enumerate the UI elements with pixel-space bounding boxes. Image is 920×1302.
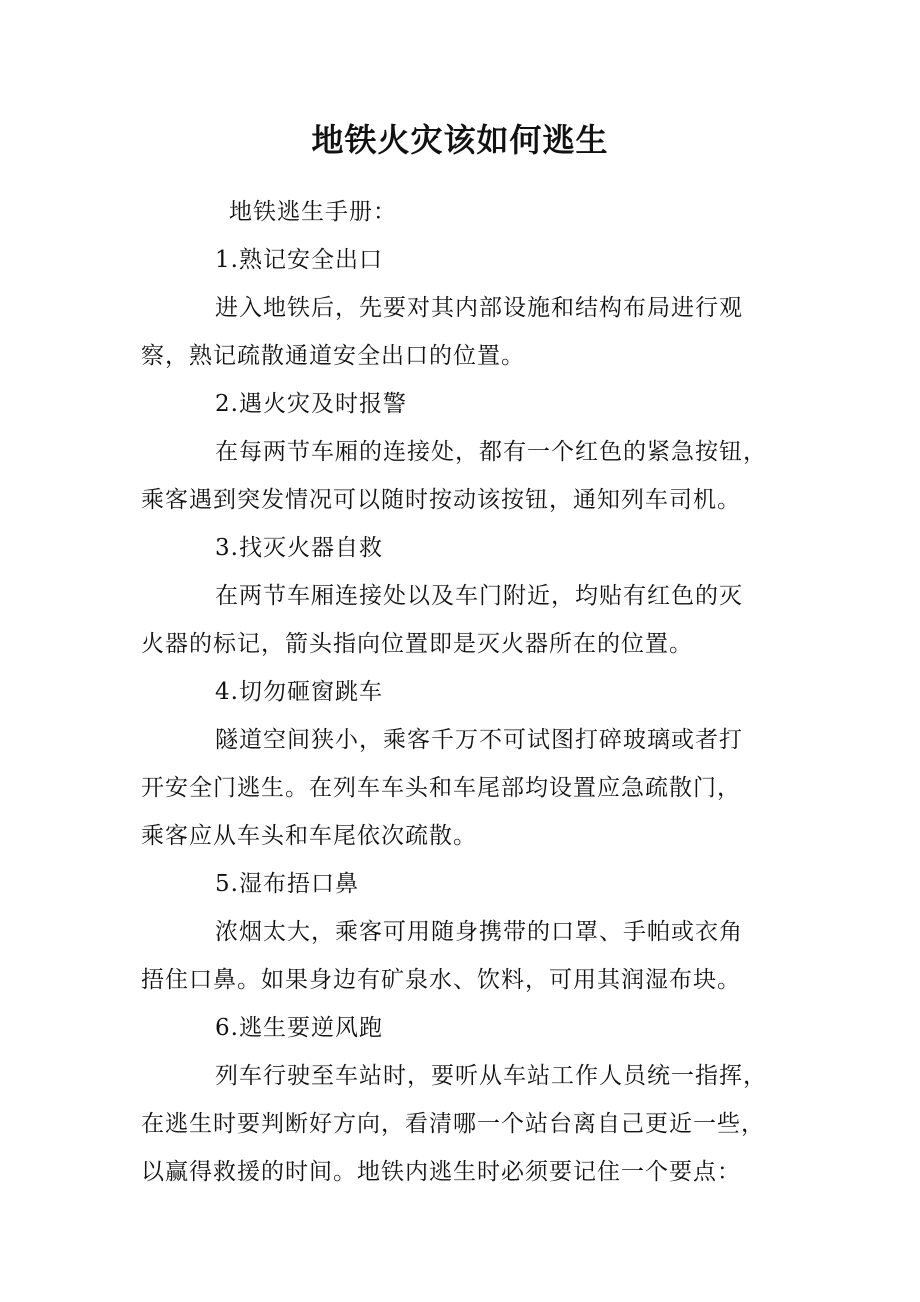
paragraph-line: 乘客遇到突发情况可以随时按动该按钮，通知列车司机。 <box>141 487 741 513</box>
intro-line: 地铁逃生手册： <box>229 199 397 225</box>
paragraph-line: 捂住口鼻。如果身边有矿泉水、饮料，可用其润湿布块。 <box>141 967 741 993</box>
section-heading-5: 5.湿布捂口鼻 <box>215 871 359 897</box>
document-body <box>141 188 781 1196</box>
paragraph-line: 列车行驶至车站时，要听从车站工作人员统一指挥， <box>215 1063 767 1089</box>
section-heading-4: 4.切勿砸窗跳车 <box>215 679 383 705</box>
paragraph-line: 进入地铁后，先要对其内部设施和结构布局进行观 <box>215 295 743 321</box>
paragraph-line: 在两节车厢连接处以及车门附近，均贴有红色的灭 <box>215 583 743 609</box>
document-title: 地铁火灾该如何逃生 <box>311 121 609 159</box>
paragraph-line: 火器的标记，箭头指向位置即是灭火器所在的位置。 <box>141 631 693 657</box>
section-heading-6: 6.逃生要逆风跑 <box>215 1015 383 1041</box>
paragraph-line: 在逃生时要判断好方向，看清哪一个站台离自己更近一些， <box>141 1111 765 1137</box>
section-heading-3: 3.找灭火器自救 <box>215 535 383 561</box>
section-heading-1: 1.熟记安全出口 <box>215 247 383 273</box>
paragraph-line: 察，熟记疏散通道安全出口的位置。 <box>141 343 525 369</box>
paragraph-line: 隧道空间狭小，乘客千万不可试图打碎玻璃或者打 <box>215 727 743 753</box>
paragraph-line: 在每两节车厢的连接处，都有一个红色的紧急按钮， <box>215 439 767 465</box>
paragraph-line: 浓烟太大，乘客可用随身携带的口罩、手帕或衣角 <box>215 919 743 945</box>
paragraph-line: 乘客应从车头和车尾依次疏散。 <box>141 823 477 849</box>
section-heading-2: 2.遇火灾及时报警 <box>215 391 407 417</box>
paragraph-line: 以赢得救援的时间。地铁内逃生时必须要记住一个要点： <box>141 1159 741 1185</box>
paragraph-line: 开安全门逃生。在列车车头和车尾部均设置应急疏散门， <box>141 775 741 801</box>
